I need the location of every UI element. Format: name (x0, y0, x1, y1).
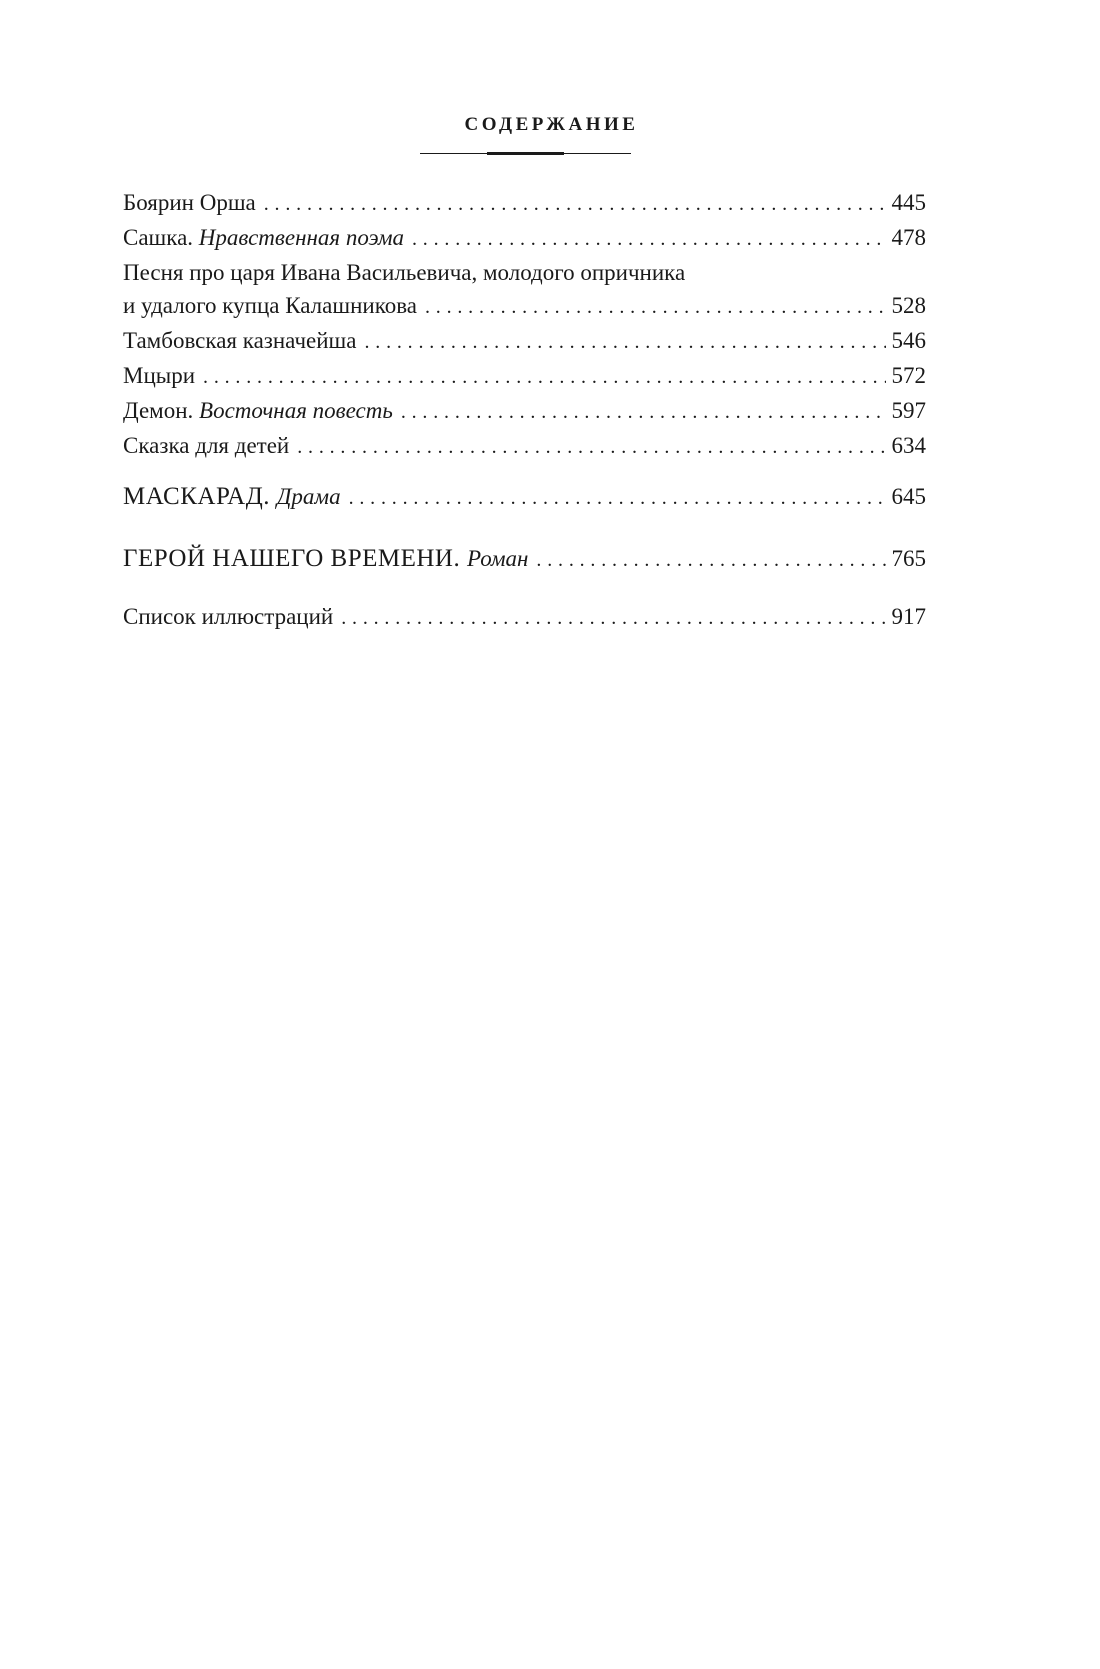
toc-entry-title: МАСКАРАД. Драма (123, 483, 341, 510)
toc-entry-page: 572 (891, 363, 926, 388)
toc-leader-dots (341, 602, 885, 635)
toc-entry-title: ГЕРОЙ НАШЕГО ВРЕМЕНИ. Роман (123, 545, 529, 572)
toc-leader-dots (203, 361, 885, 394)
toc-entry[interactable] (123, 600, 926, 635)
toc-leader-dots (349, 482, 886, 515)
toc-entry-title: Сказка для детей (123, 433, 290, 458)
toc-leader-dots (264, 188, 886, 221)
toc-entry-page: 634 (891, 433, 926, 458)
toc-leader-dots (401, 396, 886, 429)
toc-entry-subtitle: Восточная повесть (199, 398, 393, 423)
toc-entry[interactable] (123, 289, 926, 324)
toc-entry-subtitle: Нравственная поэма (198, 225, 404, 250)
toc-entry-page: 917 (891, 604, 926, 629)
toc-entry-page: 597 (891, 398, 926, 423)
toc-entry[interactable] (123, 221, 926, 256)
toc-entry-title: Демон. Восточная повесть (123, 398, 393, 423)
toc-entry[interactable] (123, 186, 926, 221)
page-title: СОДЕРЖАНИЕ (464, 114, 639, 135)
toc-entry-title-line1[interactable]: Песня про царя Ивана Васильевича, молодого опричника (123, 260, 686, 285)
toc-entry[interactable] (123, 359, 926, 394)
toc-entry[interactable] (123, 394, 926, 429)
toc-entry-subtitle: Роман (466, 546, 529, 571)
toc-leader-dots (412, 223, 886, 256)
toc-entry-page: 445 (891, 190, 926, 215)
toc-entry-title: Мцыри (123, 363, 196, 388)
toc-leader-dots (364, 326, 885, 359)
toc-leader-dots (297, 431, 885, 464)
toc-entry-page: 546 (891, 328, 926, 353)
toc-entry-page: 528 (891, 293, 926, 318)
toc-entry-title: Список иллюстраций (123, 604, 334, 629)
toc-entry[interactable] (123, 324, 926, 359)
toc-entry-major[interactable] (123, 480, 926, 515)
toc-entry-title: Боярин Орша (123, 190, 256, 215)
page-header (0, 114, 1100, 136)
toc-entry-title: Тамбовская казначейша (123, 328, 357, 353)
toc-leader-dots (536, 544, 885, 577)
toc-entry-major[interactable] (123, 542, 926, 577)
toc-entry[interactable] (123, 429, 926, 464)
toc-entry-title: Сашка. Нравственная поэма (123, 225, 404, 250)
toc-leader-dots (425, 291, 886, 324)
toc-entry-page: 645 (891, 484, 926, 509)
toc-entry-page: 765 (891, 546, 926, 571)
table-of-contents (123, 186, 926, 635)
toc-entry-subtitle: Драма (276, 484, 341, 509)
header-rule-accent (487, 152, 564, 155)
toc-entry-title: и удалого купца Калашникова (123, 293, 417, 318)
toc-entry-page: 478 (891, 225, 926, 250)
